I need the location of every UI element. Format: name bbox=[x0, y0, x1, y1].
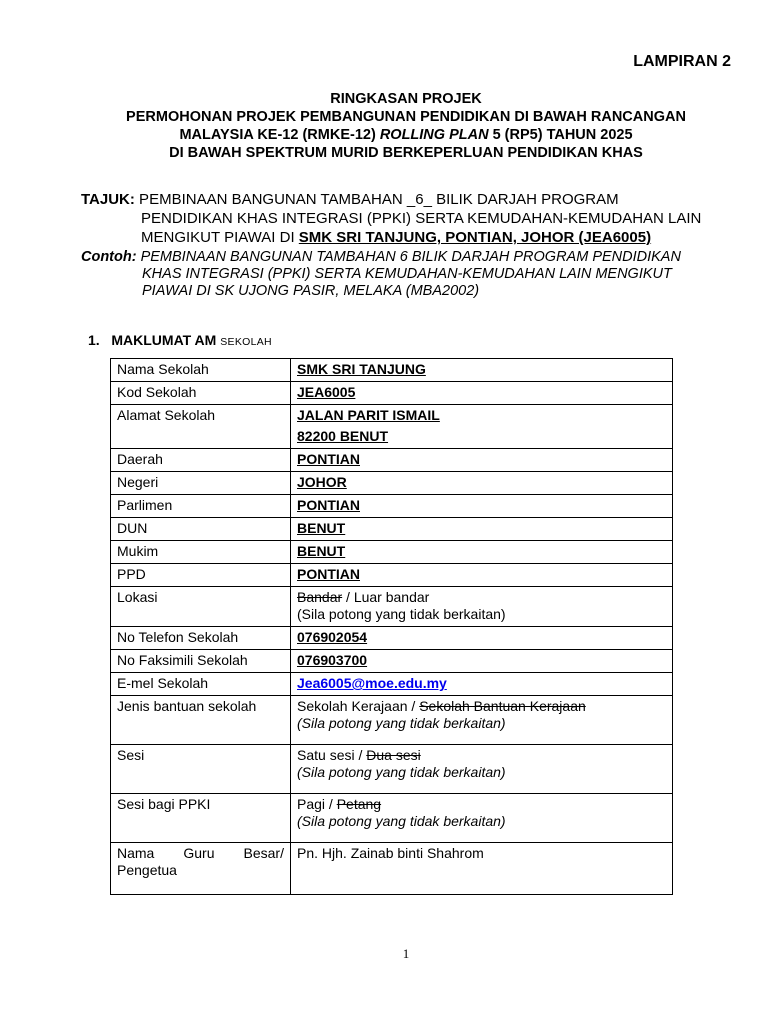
table-row: Mukim BENUT bbox=[111, 541, 673, 564]
table-row: Lokasi Bandar / Luar bandar (Sila potong yang tidak berkaitan) bbox=[111, 587, 673, 627]
fax-value: 076903700 bbox=[291, 650, 673, 673]
table-row: Sesi Satu sesi / Dua sesi (Sila potong yang tidak berkaitan) bbox=[111, 745, 673, 794]
email-value bbox=[291, 673, 673, 696]
table-row: Alamat Sekolah JALAN PARIT ISMAIL 82200 BENUT bbox=[111, 405, 673, 449]
table-row: Nama Sekolah SMK SRI TANJUNG bbox=[111, 359, 673, 382]
table-row: Sesi bagi PPKI Pagi / Petang (Sila potong yang tidak berkaitan) bbox=[111, 794, 673, 843]
phone-value: 076902054 bbox=[291, 627, 673, 650]
appendix-label: LAMPIRAN 2 bbox=[633, 53, 731, 70]
table-row: No Faksimili Sekolah 076903700 bbox=[111, 650, 673, 673]
section-heading: 1. MAKLUMAT AM SEKOLAH bbox=[88, 332, 272, 348]
district-value: PONTIAN bbox=[291, 449, 673, 472]
school-address-value: JALAN PARIT ISMAIL 82200 BENUT bbox=[291, 405, 673, 449]
classroom-count: _6_ bbox=[406, 191, 432, 208]
location-value: Bandar / Luar bandar (Sila potong yang tidak berkaitan) bbox=[291, 587, 673, 627]
table-row: Kod Sekolah JEA6005 bbox=[111, 382, 673, 405]
school-code-value: JEA6005 bbox=[291, 382, 673, 405]
school-name-value: SMK SRI TANJUNG bbox=[291, 359, 673, 382]
ppd-value: PONTIAN bbox=[291, 564, 673, 587]
aid-type-value: Sekolah Kerajaan / Sekolah Bantuan Kerajaan (Sila potong yang tidak berkaitan) bbox=[291, 696, 673, 745]
school-info-table bbox=[110, 358, 673, 895]
heading-line: MALAYSIA KE-12 (RMKE-12) ROLLING PLAN 5 (RP5) TAHUN 2025 bbox=[179, 127, 633, 143]
table-row: Nama Guru Besar/ Pengetua Pn. Hjh. Zainab binti Shahrom bbox=[111, 843, 673, 895]
mukim-value: BENUT bbox=[291, 541, 673, 564]
table-row: Negeri JOHOR bbox=[111, 472, 673, 495]
session-value: Satu sesi / Dua sesi (Sila potong yang tidak berkaitan) bbox=[291, 745, 673, 794]
principal-name-value: Pn. Hjh. Zainab binti Shahrom bbox=[291, 843, 673, 895]
table-row: PPD PONTIAN bbox=[111, 564, 673, 587]
dun-value: BENUT bbox=[291, 518, 673, 541]
heading-line: RINGKASAN PROJEK bbox=[330, 91, 482, 107]
document-heading bbox=[0, 90, 768, 162]
heading-line: DI BAWAH SPEKTRUM MURID BERKEPERLUAN PENDIDIKAN KHAS bbox=[169, 145, 643, 161]
table-row: Jenis bantuan sekolah Sekolah Kerajaan / Sekolah Bantuan Kerajaan (Sila potong yang tidak berkaitan) bbox=[111, 696, 673, 745]
ppki-session-value: Pagi / Petang (Sila potong yang tidak berkaitan) bbox=[291, 794, 673, 843]
school-title: SMK SRI TANJUNG, PONTIAN, JOHOR (JEA6005) bbox=[298, 229, 652, 246]
page-number: 1 bbox=[402, 946, 410, 961]
state-value: JOHOR bbox=[291, 472, 673, 495]
table-row: Parlimen PONTIAN bbox=[111, 495, 673, 518]
project-title: TAJUK: PEMBINAAN BANGUNAN TAMBAHAN _6_ BILIK DARJAH PROGRAM PENDIDIKAN KHAS INTEGRASI (PPKI) SERTA KEMUDAHAN-KEMUDAHAN LAIN MENGIKUT PIAWAI DI SMK SRI TANJUNG, PONTIAN, JOHOR (JEA6005) bbox=[81, 191, 702, 246]
heading-line: PERMOHONAN PROJEK PEMBANGUNAN PENDIDIKAN DI BAWAH RANCANGAN bbox=[126, 109, 686, 125]
email-link[interactable]: Jea6005@moe.edu.my bbox=[297, 675, 447, 691]
table-row: Daerah PONTIAN bbox=[111, 449, 673, 472]
parliament-value: PONTIAN bbox=[291, 495, 673, 518]
table-row: DUN BENUT bbox=[111, 518, 673, 541]
example-title: Contoh: PEMBINAAN BANGUNAN TAMBAHAN 6 BILIK DARJAH PROGRAM PENDIDIKAN KHAS INTEGRASI (PPKI) SERTA KEMUDAHAN-KEMUDAHAN LAIN MENGIKUT PIAWAI DI SK UJONG PASIR, MELAKA (MBA2002) bbox=[81, 249, 681, 299]
table-row: E-mel Sekolah Jea6005@moe.edu.my bbox=[111, 673, 673, 696]
table-row: No Telefon Sekolah 076902054 bbox=[111, 627, 673, 650]
